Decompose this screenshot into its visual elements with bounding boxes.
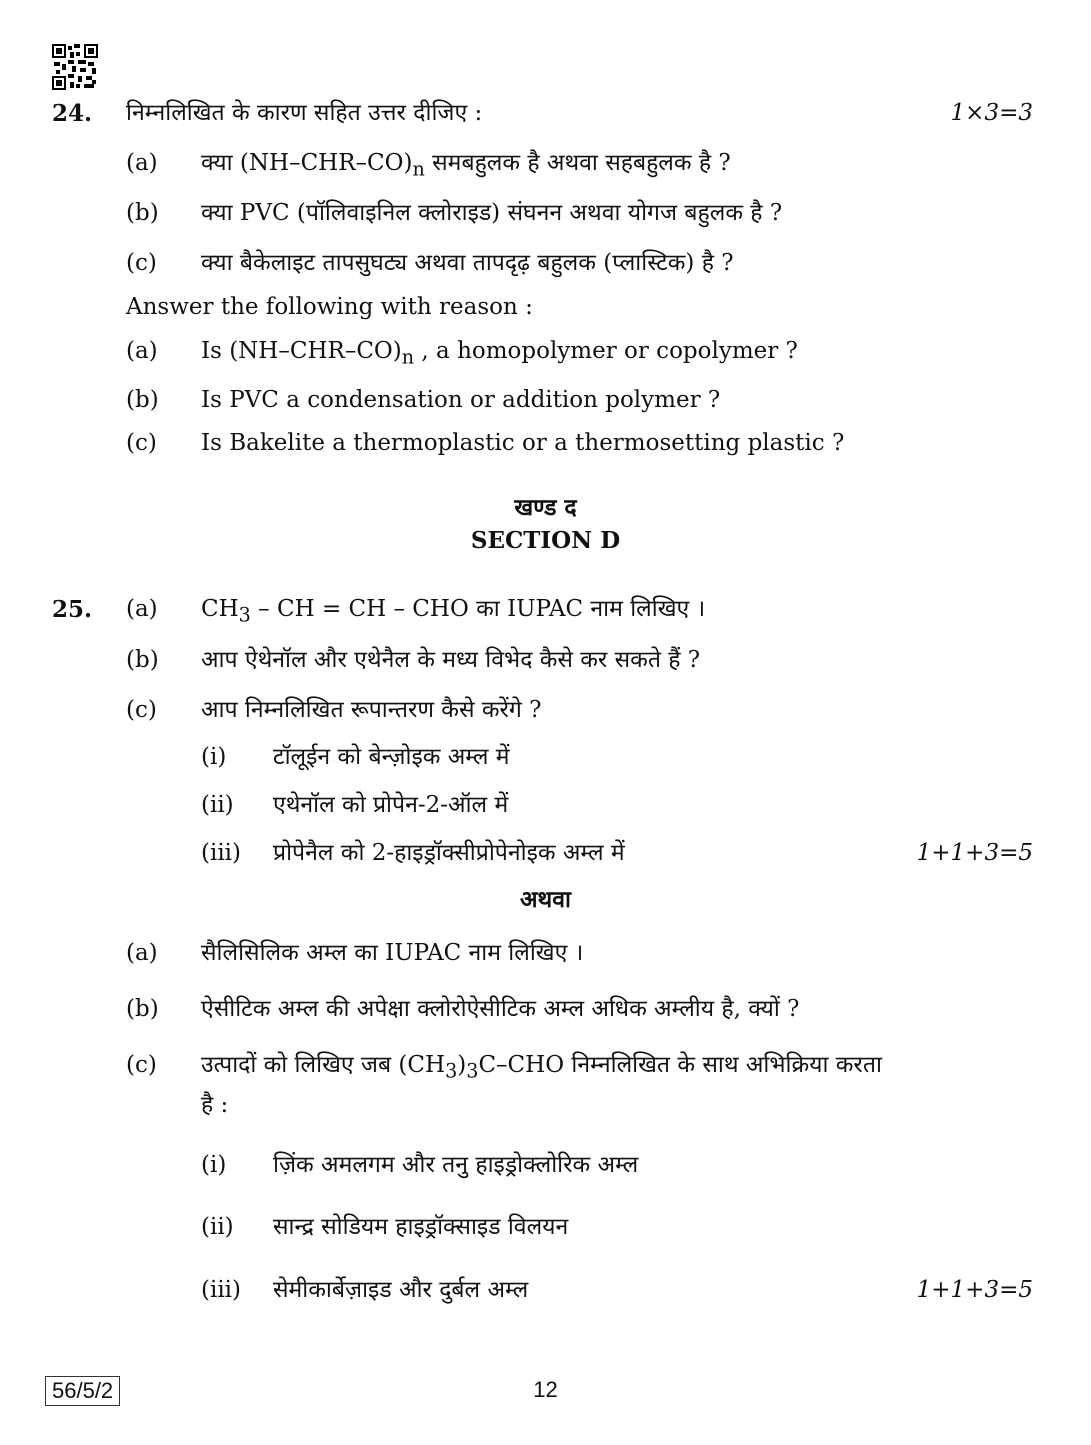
paper-code: 56/5/2: [45, 1376, 120, 1406]
sub-option-label: (ii): [201, 1214, 234, 1240]
option-label: (a): [126, 940, 158, 966]
sub-option-text: सान्द्र सोडियम हाइड्रॉक्साइड विलयन: [273, 1214, 569, 1240]
sub-option-label: (i): [201, 1152, 227, 1178]
option-text: Is Bakelite a thermoplastic or a thermosetting plastic ?: [201, 430, 845, 456]
sub-option-label: (ii): [201, 792, 234, 818]
option-text: सैलिसिलिक अम्ल का IUPAC नाम लिखिए ।: [201, 940, 584, 966]
option-text: Is $(NH-CHR-CO)_n$ , a homopolymer or copolymer ?: [201, 338, 798, 369]
option-label: (b): [126, 200, 159, 226]
section-heading-english: SECTION D: [470, 527, 621, 554]
option-label: (c): [126, 430, 157, 456]
option-text: उत्पादों को लिखिए जब $(CH_3)_3C$–CHO निम्नलिखित के साथ अभिक्रिया करता: [201, 1052, 882, 1083]
section-heading-hindi: खण्ड द: [514, 494, 577, 521]
option-text: क्या $(NH-CHR-CO)_n$ समबहुलक है अथवा सहबहुलक है ?: [201, 150, 731, 181]
question-number: 24.: [52, 100, 93, 127]
sub-option-text: प्रोपेनैल को 2-हाइड्रॉक्सीप्रोपेनोइक अम्ल में: [273, 840, 625, 866]
qr-code-icon: [52, 44, 98, 90]
option-text: क्या बैकेलाइट तापसुघट्य अथवा तापदृढ़ बहुलक (प्लास्टिक) है ?: [201, 250, 734, 276]
sub-option-text: एथेनॉल को प्रोपेन-2-ऑल में: [273, 792, 509, 818]
option-text: आप निम्नलिखित रूपान्तरण कैसे करेंगे ?: [201, 697, 542, 723]
option-label: (a): [126, 596, 158, 622]
option-label: (c): [126, 250, 157, 276]
option-label: (a): [126, 150, 158, 176]
or-divider: अथवा: [519, 886, 571, 913]
sub-option-label: (iii): [201, 1277, 242, 1303]
marks: 1+1+3=5: [916, 840, 1033, 866]
sub-option-label: (i): [201, 744, 227, 770]
question-number: 25.: [52, 596, 93, 623]
marks: 1+1+3=5: [916, 1277, 1033, 1303]
option-text: $CH_3$ – CH = CH – CHO का IUPAC नाम लिखिए ।: [201, 596, 706, 627]
page-number: 12: [533, 1377, 558, 1402]
question-intro-english: Answer the following with reason :: [126, 294, 533, 320]
option-label: (a): [126, 338, 158, 364]
sub-option-text: ज़िंक अमलगम और तनु हाइड्रोक्लोरिक अम्ल: [273, 1152, 639, 1178]
option-text-continued: है :: [201, 1092, 229, 1118]
option-label: (b): [126, 996, 159, 1022]
sub-option-text: टॉलूईन को बेन्ज़ोइक अम्ल में: [273, 744, 510, 770]
option-label: (b): [126, 647, 159, 673]
option-text: क्या PVC (पॉलिवाइनिल क्लोराइड) संघनन अथवा योगज बहुलक है ?: [201, 200, 783, 226]
sub-option-text: सेमीकार्बेज़ाइड और दुर्बल अम्ल: [273, 1277, 529, 1303]
option-label: (c): [126, 697, 157, 723]
marks: 1×3=3: [950, 100, 1033, 126]
option-text: ऐसीटिक अम्ल की अपेक्षा क्लोरोऐसीटिक अम्ल अधिक अम्लीय है, क्यों ?: [201, 996, 800, 1022]
sub-option-label: (iii): [201, 840, 242, 866]
option-label: (b): [126, 387, 159, 413]
option-label: (c): [126, 1052, 157, 1078]
option-text: Is PVC a condensation or addition polymer ?: [201, 387, 721, 413]
option-text: आप ऐथेनॉल और एथेनैल के मध्य विभेद कैसे कर सकते हैं ?: [201, 647, 701, 673]
question-intro-hindi: निम्नलिखित के कारण सहित उत्तर दीजिए :: [126, 100, 483, 126]
